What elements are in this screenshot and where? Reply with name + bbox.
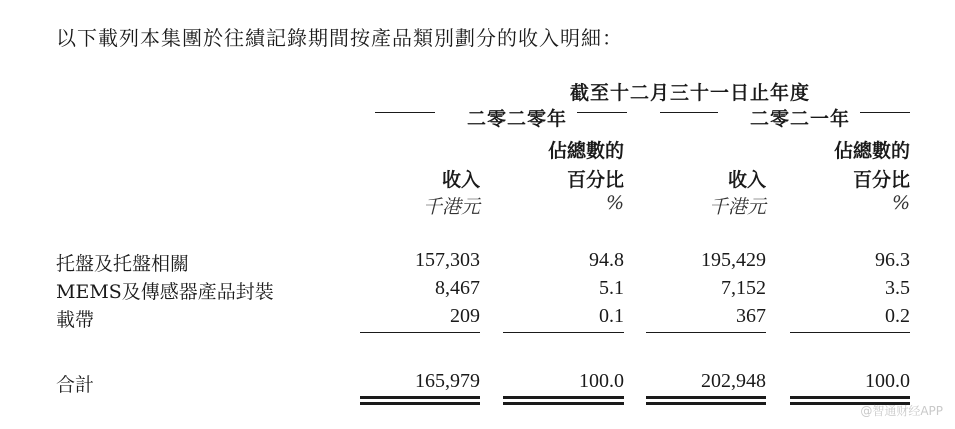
revenue-header-2020: 收入 xyxy=(441,169,480,191)
period-header: 截至十二月三十一日止年度 xyxy=(569,82,810,104)
pct-unit-2021: % xyxy=(891,192,910,214)
row-label-carrier-tape: 載帶 xyxy=(56,309,95,331)
cell-mems-pct2021: 3.5 xyxy=(885,277,910,299)
pct-header-2020-line2: 百分比 xyxy=(566,169,624,191)
year-2020-rule-right xyxy=(577,112,627,113)
cell-tape-pct2021: 0.2 xyxy=(885,305,910,327)
cell-total-rev2020: 165,979 xyxy=(415,370,480,392)
cell-trays-pct2021: 96.3 xyxy=(875,249,910,271)
total-double-rule-rev2020-top xyxy=(360,396,480,399)
currency-unit-2021: 千港元 xyxy=(708,196,766,218)
revenue-header-2021: 收入 xyxy=(727,169,766,191)
pct-unit-2020: % xyxy=(605,192,624,214)
currency-unit-2020: 千港元 xyxy=(422,196,480,218)
total-double-rule-pct2020-bottom xyxy=(503,402,624,405)
pct-header-2020-line1: 佔總數的 xyxy=(547,140,624,162)
subtotal-rule-pct2020 xyxy=(503,332,624,333)
cell-total-pct2021: 100.0 xyxy=(865,370,910,392)
cell-tape-rev2020: 209 xyxy=(450,305,480,327)
cell-trays-rev2021: 195,429 xyxy=(701,249,766,271)
total-double-rule-rev2021-top xyxy=(646,396,766,399)
row-label-total: 合計 xyxy=(56,374,95,396)
subtotal-rule-pct2021 xyxy=(790,332,910,333)
cell-mems-rev2021: 7,152 xyxy=(721,277,766,299)
total-double-rule-pct2021-top xyxy=(790,396,910,399)
year-2021-rule-left xyxy=(660,112,718,113)
cell-tape-pct2020: 0.1 xyxy=(599,305,624,327)
total-double-rule-rev2021-bottom xyxy=(646,402,766,405)
cell-trays-rev2020: 157,303 xyxy=(415,249,480,271)
pct-header-2021-line1: 佔總數的 xyxy=(833,140,910,162)
cell-mems-pct2020: 5.1 xyxy=(599,277,624,299)
pct-header-2021-line2: 百分比 xyxy=(852,169,910,191)
total-double-rule-pct2020-top xyxy=(503,396,624,399)
cell-total-rev2021: 202,948 xyxy=(701,370,766,392)
year-2021-rule-right xyxy=(860,112,910,113)
year-2021-header: 二零二一年 xyxy=(749,108,850,130)
cell-tape-rev2021: 367 xyxy=(736,305,766,327)
cell-total-pct2020: 100.0 xyxy=(579,370,624,392)
row-label-trays: 托盤及托盤相關 xyxy=(56,253,190,275)
watermark: @智通财经APP xyxy=(860,404,943,418)
row-label-mems: MEMS及傳感器產品封裝 xyxy=(56,281,274,303)
cell-trays-pct2020: 94.8 xyxy=(589,249,624,271)
year-2020-rule-left xyxy=(375,112,435,113)
cell-mems-rev2020: 8,467 xyxy=(435,277,480,299)
subtotal-rule-rev2020 xyxy=(360,332,480,333)
intro-text: 以下載列本集團於往績記錄期間按產品類別劃分的收入明細： xyxy=(56,26,623,50)
year-2020-header: 二零二零年 xyxy=(466,108,567,130)
total-double-rule-rev2020-bottom xyxy=(360,402,480,405)
subtotal-rule-rev2021 xyxy=(646,332,766,333)
